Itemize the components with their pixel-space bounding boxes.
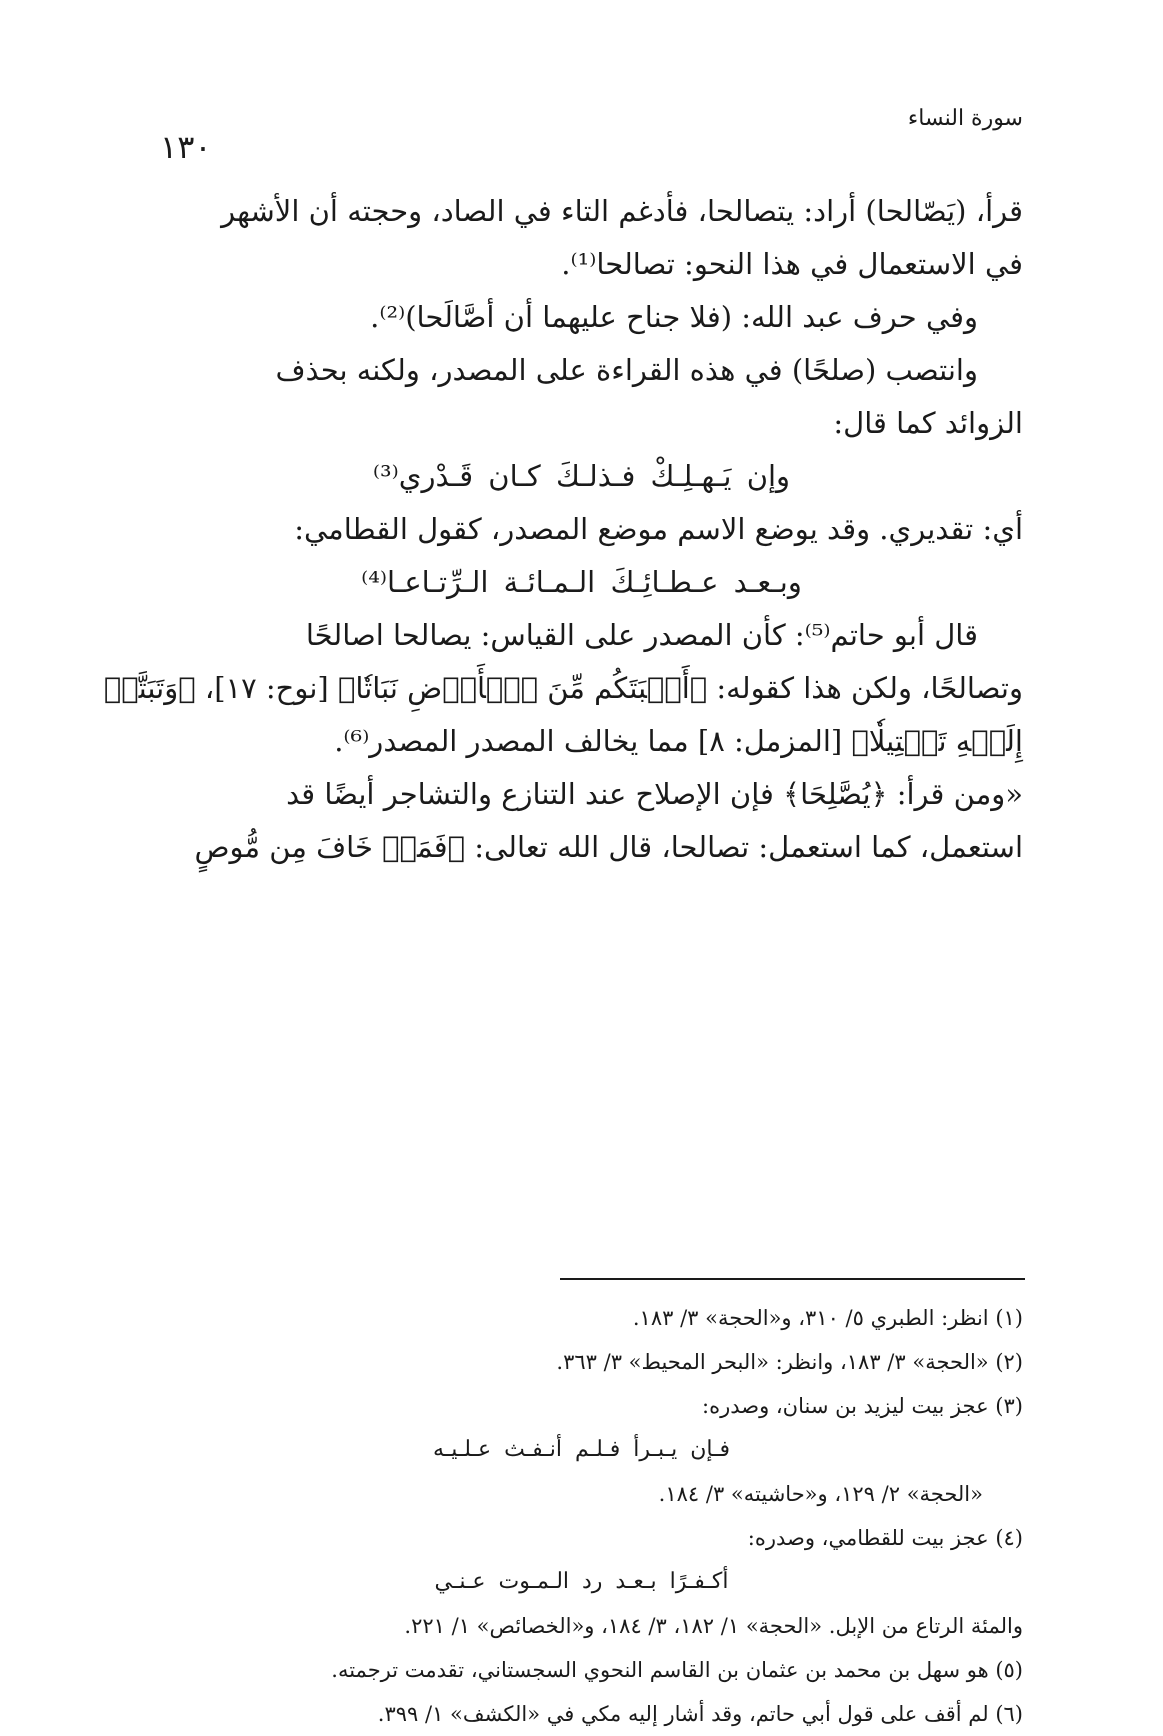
text-line: استعمل، كما استعمل: تصالحا، قال الله تعالى: ﴿فَمَنۡ خَافَ مِن مُّوصٍ: [194, 830, 1023, 864]
footnote: (٥) هو سهل بن محمد بن عثمان بن القاسم النحوي السجستاني، تقدمت ترجمته.: [331, 1658, 1023, 1682]
text-line: الزوائد كما قال:: [833, 406, 1023, 440]
page-number: ١٣٠: [160, 128, 212, 166]
poetry-verse: وبـعـد عـطـائِـكَ الـمـائـة الـرِّتـاعـا⁽⁴⁾: [361, 565, 802, 599]
running-title: سورة النساء: [907, 106, 1023, 131]
footnote-verse: فـإن يـبـرأ فـلـم أنـفـث عـلـيـه: [432, 1437, 731, 1462]
text-line: وفي حرف عبد الله: (فلا جناح عليهما أن أصَّالَحا)⁽²⁾.: [370, 300, 978, 334]
footnote-continuation: والمئة الرتاع من الإبل. «الحجة» ١/ ١٨٢، ٣/ ١٨٤، و«الخصائص» ١/ ٢٢١.: [404, 1614, 1023, 1638]
footnote: (٢) «الحجة» ٣/ ١٨٣، وانظر: «البحر المحيط» ٣/ ٣٦٣.: [556, 1350, 1023, 1374]
text-line: أي: تقديري. وقد يوضع الاسم موضع المصدر، كقول القطامي:: [294, 512, 1023, 546]
footnote: (٤) عجز بيت للقطامي، وصدره:: [747, 1526, 1023, 1550]
main-text: [103, 185, 1023, 874]
text-line: في الاستعمال في هذا النحو: تصالحا⁽¹⁾.: [561, 247, 1023, 281]
footnote: (٦) لم أقف على قول أبي حاتم، وقد أشار إليه مكي في «الكشف» ١/ ٣٩٩.: [377, 1702, 1023, 1726]
poetry-verse: وإن يَـهـلِـكْ فـذلـكَ كـان قَـدْري⁽³⁾: [372, 459, 791, 493]
text-line: وانتصب (صلحًا) في هذه القراءة على المصدر، ولكنه بحذف: [275, 353, 978, 387]
footnote-continuation: «الحجة» ٢/ ١٢٩، و«حاشيته» ٣/ ١٨٤.: [658, 1482, 983, 1506]
footnote-separator: [560, 1278, 1025, 1280]
text-line: إِلَيۡهِ تَبۡتِيلٗا﴾ [المزمل: ٨] مما يخالف المصدر المصدر⁽⁶⁾.: [334, 724, 1023, 758]
footnote: (١) انظر: الطبري ٥/ ٣١٠، و«الحجة» ٣/ ١٨٣.: [632, 1306, 1023, 1330]
page-header: [160, 100, 1023, 166]
text-line: «ومن قرأ: ﴿يُصَّلِحَا﴾ فإن الإصلاح عند التنازع والتشاجر أيضًا قد: [286, 777, 1023, 811]
text-line: وتصالحًا، ولكن هذا كقوله: ﴿أَنۢبَتَكُم مِّنَ ٱلۡأَرۡضِ نَبَاتٗا﴾ [نوح: ١٧]، ﴿وَتَبَتَّلۡ: [103, 671, 1023, 705]
footnotes: [140, 1296, 1023, 1736]
text-line: قرأ، (يَصّالحا) أراد: يتصالحا، فأدغم التاء في الصاد، وحجته أن الأشهر: [221, 194, 1023, 228]
text-line: قال أبو حاتم⁽⁵⁾: كأن المصدر على القياس: يصالحا اصالحًا: [305, 618, 978, 652]
footnote-verse: أكـفـرًا بـعـد رد الـمـوت عـنـي: [434, 1569, 729, 1594]
footnote: (٣) عجز بيت ليزيد بن سنان، وصدره:: [702, 1394, 1023, 1418]
